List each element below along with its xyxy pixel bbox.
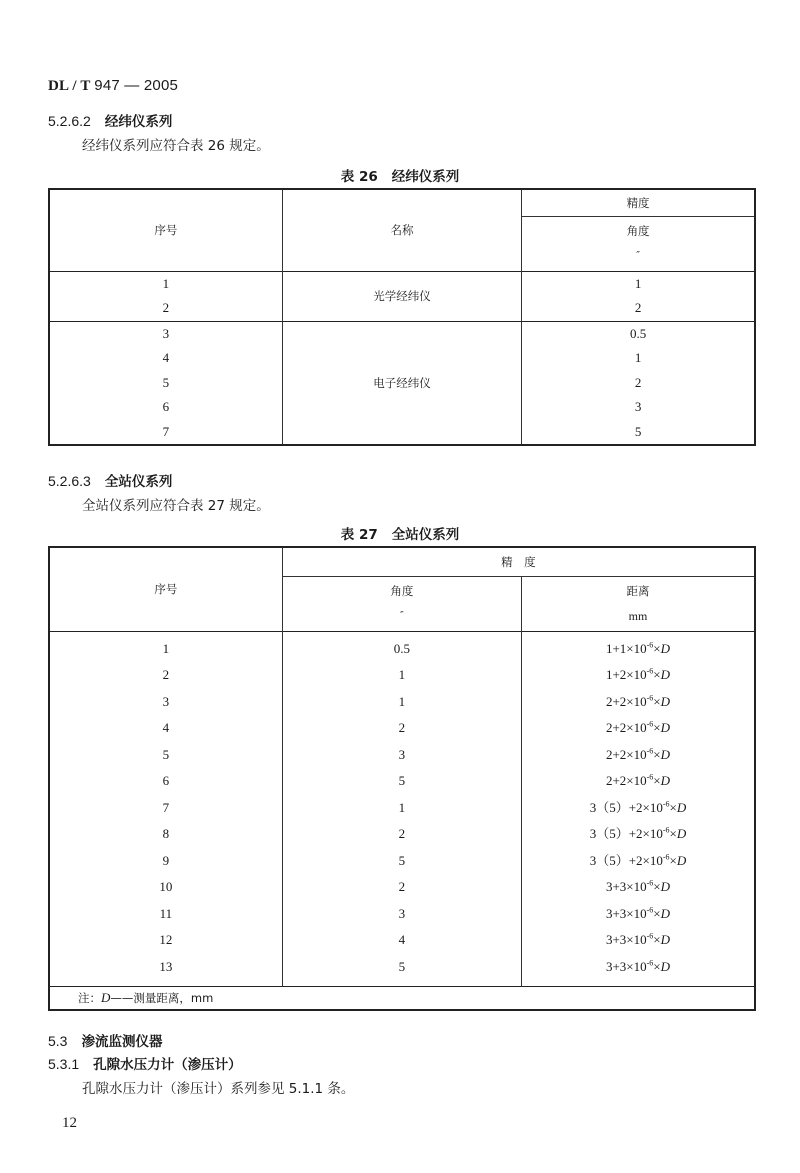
table-27-caption xyxy=(0,523,800,543)
header-angle xyxy=(282,576,521,631)
formula-exponent: -6 xyxy=(646,693,654,703)
section-title: 渗流监测仪器 xyxy=(81,1034,163,1050)
note-row xyxy=(49,987,755,1010)
section-number: 5.3.1 xyxy=(48,1056,80,1072)
seq-value: 3 xyxy=(162,693,170,709)
formula-variable: D xyxy=(660,932,671,947)
instrument-name: 光学经纬仪 xyxy=(282,271,521,321)
section-heading-5-3 xyxy=(48,1030,162,1050)
formula-times: ×10 xyxy=(626,905,647,921)
note-prefix: 注： xyxy=(78,990,101,1005)
formula-times: × xyxy=(653,720,661,735)
section-title: 孔隙水压力计（渗压计） xyxy=(93,1057,242,1073)
seq-value: 4 xyxy=(162,350,170,365)
angle-cell xyxy=(522,271,755,321)
formula-times: × xyxy=(653,667,661,682)
distance-formula xyxy=(522,715,754,742)
note-variable: D xyxy=(101,989,111,1005)
angle-value: 5 xyxy=(398,852,406,868)
note-text: ——测量距离，mm xyxy=(110,990,214,1005)
seq-value: 12 xyxy=(159,932,173,947)
angle-value: 5 xyxy=(398,958,406,974)
table-26-caption xyxy=(0,165,800,185)
angle-value: 5 xyxy=(634,423,642,439)
document-id xyxy=(48,77,178,95)
formula-variable: D xyxy=(660,746,671,762)
distance-formula xyxy=(522,689,754,716)
header-angle xyxy=(522,216,755,271)
seq-value: 13 xyxy=(159,958,173,974)
header-seq: 序号 xyxy=(49,547,282,631)
seq-value: 9 xyxy=(162,852,170,868)
caption-number: 表 27 xyxy=(340,527,378,543)
formula-exponent: -6 xyxy=(646,746,654,756)
header-seq: 序号 xyxy=(49,189,282,271)
header-precision: 精度 xyxy=(522,189,755,216)
distance-formula xyxy=(522,848,754,875)
table-row-group xyxy=(49,271,755,321)
formula-times: × xyxy=(669,852,677,868)
doc-id-number: 947 — 2005 xyxy=(94,77,179,94)
angle-value: 1 xyxy=(398,799,406,815)
page-number: 12 xyxy=(62,1115,77,1131)
formula-constant: 3+3 xyxy=(605,879,627,894)
formula-times: ×10 xyxy=(626,720,647,735)
formula-times: ×10 xyxy=(626,932,647,947)
seq-cell xyxy=(49,321,282,445)
formula-constant: 1+1 xyxy=(605,640,627,656)
angle-value: 1 xyxy=(634,350,642,365)
seq-value: 8 xyxy=(162,826,170,841)
formula-variable: D xyxy=(660,773,671,788)
formula-constant: 3+3 xyxy=(605,932,627,947)
caption-number: 表 26 xyxy=(340,169,378,185)
distance-formula xyxy=(522,636,754,663)
formula-exponent: -6 xyxy=(646,640,654,650)
formula-times: × xyxy=(653,932,661,947)
section-body: 孔隙水压力计（渗压计）系列参见 5.1.1 条。 xyxy=(82,1081,355,1097)
angle-column xyxy=(282,631,521,987)
formula-times: ×10 xyxy=(642,852,663,868)
formula-constant: 2+2 xyxy=(605,773,627,788)
distance-formula xyxy=(522,768,754,795)
seq-cell xyxy=(49,271,282,321)
seq-value: 2 xyxy=(162,300,170,315)
angle-value: 1 xyxy=(398,693,406,709)
angle-value: 3 xyxy=(398,905,406,921)
distance-formula xyxy=(522,874,754,901)
table-26 xyxy=(48,188,756,446)
angle-value: 3 xyxy=(634,399,642,414)
formula-variable: D xyxy=(660,693,671,709)
formula-times: × xyxy=(653,746,661,762)
angle-value: 2 xyxy=(398,879,406,894)
formula-times: × xyxy=(669,826,677,841)
distance-unit: mm xyxy=(628,608,648,623)
angle-unit: ″ xyxy=(399,609,404,621)
formula-times: × xyxy=(653,958,661,974)
angle-value: 2 xyxy=(398,720,406,735)
distance-formula xyxy=(522,821,754,848)
doc-id-prefix: DL / T xyxy=(48,78,91,94)
formula-variable: D xyxy=(660,667,671,682)
table-note xyxy=(49,987,755,1010)
formula-times: × xyxy=(653,773,661,788)
seq-value: 2 xyxy=(162,667,170,682)
formula-variable: D xyxy=(660,720,671,735)
formula-constant: 3（5）+2 xyxy=(589,826,643,841)
caption-title: 全站仪系列 xyxy=(391,527,460,543)
formula-constant: 3（5）+2 xyxy=(589,799,643,815)
formula-constant: 3（5）+2 xyxy=(589,852,643,868)
section-heading-5-2-6-3 xyxy=(48,470,172,490)
distance-formula xyxy=(522,742,754,769)
formula-constant: 2+2 xyxy=(605,693,627,709)
section-heading-5-2-6-2 xyxy=(48,110,172,130)
formula-variable: D xyxy=(676,826,687,841)
formula-variable: D xyxy=(676,852,687,868)
distance-column xyxy=(521,631,755,987)
section-body: 经纬仪系列应符合表 26 规定。 xyxy=(82,138,270,154)
section-title: 经纬仪系列 xyxy=(104,114,173,130)
seq-value: 11 xyxy=(159,905,173,921)
formula-times: ×10 xyxy=(626,640,647,656)
table-27 xyxy=(48,546,756,1011)
formula-exponent: -6 xyxy=(646,878,654,888)
formula-times: × xyxy=(653,640,661,656)
formula-constant: 3+3 xyxy=(605,958,627,974)
header-precision: 精 度 xyxy=(282,547,755,576)
seq-value: 7 xyxy=(162,799,170,815)
seq-value: 1 xyxy=(162,640,170,656)
formula-variable: D xyxy=(660,958,671,974)
formula-exponent: -6 xyxy=(646,905,654,915)
formula-exponent: -6 xyxy=(646,772,654,782)
angle-value: 3 xyxy=(398,746,406,762)
formula-times: ×10 xyxy=(626,667,647,682)
distance-formula xyxy=(522,901,754,928)
seq-value: 5 xyxy=(162,746,170,762)
formula-times: × xyxy=(653,693,661,709)
formula-times: ×10 xyxy=(626,773,647,788)
section-number: 5.2.6.2 xyxy=(48,113,91,129)
section-number: 5.3 xyxy=(48,1033,68,1049)
formula-variable: D xyxy=(676,799,687,815)
formula-variable: D xyxy=(660,905,671,921)
formula-constant: 1+2 xyxy=(605,667,627,682)
header-distance xyxy=(521,576,755,631)
angle-value: 0.5 xyxy=(629,325,647,341)
formula-variable: D xyxy=(660,640,671,656)
formula-exponent: -6 xyxy=(646,958,654,968)
formula-times: ×10 xyxy=(626,746,647,762)
angle-value: 2 xyxy=(398,826,406,841)
distance-formula xyxy=(522,795,754,822)
table-row-group xyxy=(49,321,755,445)
seq-column xyxy=(49,631,282,987)
formula-constant: 3+3 xyxy=(605,905,627,921)
seq-value: 1 xyxy=(162,275,170,291)
distance-label: 距离 xyxy=(626,584,650,598)
formula-exponent: -6 xyxy=(646,931,654,941)
formula-exponent: -6 xyxy=(662,852,670,862)
formula-times: × xyxy=(669,799,677,815)
formula-times: ×10 xyxy=(642,826,663,841)
formula-variable: D xyxy=(660,879,671,894)
caption-title: 经纬仪系列 xyxy=(391,169,460,185)
section-body: 全站仪系列应符合表 27 规定。 xyxy=(82,498,270,514)
formula-exponent: -6 xyxy=(646,666,654,676)
angle-label: 角度 xyxy=(390,584,414,598)
seq-value: 7 xyxy=(162,423,170,439)
formula-times: ×10 xyxy=(626,693,647,709)
angle-value: 5 xyxy=(398,773,406,788)
angle-unit: ″ xyxy=(636,249,640,261)
formula-constant: 2+2 xyxy=(605,746,627,762)
distance-formula xyxy=(522,954,754,981)
angle-value: 0.5 xyxy=(393,640,410,656)
angle-value: 2 xyxy=(634,300,642,315)
seq-value: 6 xyxy=(162,399,170,414)
formula-exponent: -6 xyxy=(646,719,654,729)
seq-value: 5 xyxy=(162,374,170,390)
section-title: 全站仪系列 xyxy=(104,474,173,490)
formula-times: ×10 xyxy=(626,958,647,974)
seq-value: 3 xyxy=(162,325,170,341)
angle-value: 1 xyxy=(634,275,642,291)
angle-value: 1 xyxy=(398,667,406,682)
table-body xyxy=(49,631,755,987)
seq-value: 6 xyxy=(162,773,170,788)
section-number: 5.2.6.3 xyxy=(48,473,91,489)
formula-constant: 2+2 xyxy=(605,720,627,735)
instrument-name: 电子经纬仪 xyxy=(282,321,521,445)
angle-label: 角度 xyxy=(626,224,650,238)
formula-exponent: -6 xyxy=(662,825,670,835)
angle-value: 4 xyxy=(398,932,406,947)
distance-formula xyxy=(522,662,754,689)
formula-times: × xyxy=(653,879,661,894)
seq-value: 10 xyxy=(159,879,173,894)
header-name: 名称 xyxy=(282,189,521,271)
formula-times: × xyxy=(653,905,661,921)
formula-times: ×10 xyxy=(642,799,663,815)
angle-cell xyxy=(522,321,755,445)
formula-times: ×10 xyxy=(626,879,647,894)
seq-value: 4 xyxy=(162,720,170,735)
formula-exponent: -6 xyxy=(662,799,670,809)
angle-value: 2 xyxy=(634,374,642,390)
distance-formula xyxy=(522,927,754,954)
section-heading-5-3-1 xyxy=(48,1053,242,1073)
